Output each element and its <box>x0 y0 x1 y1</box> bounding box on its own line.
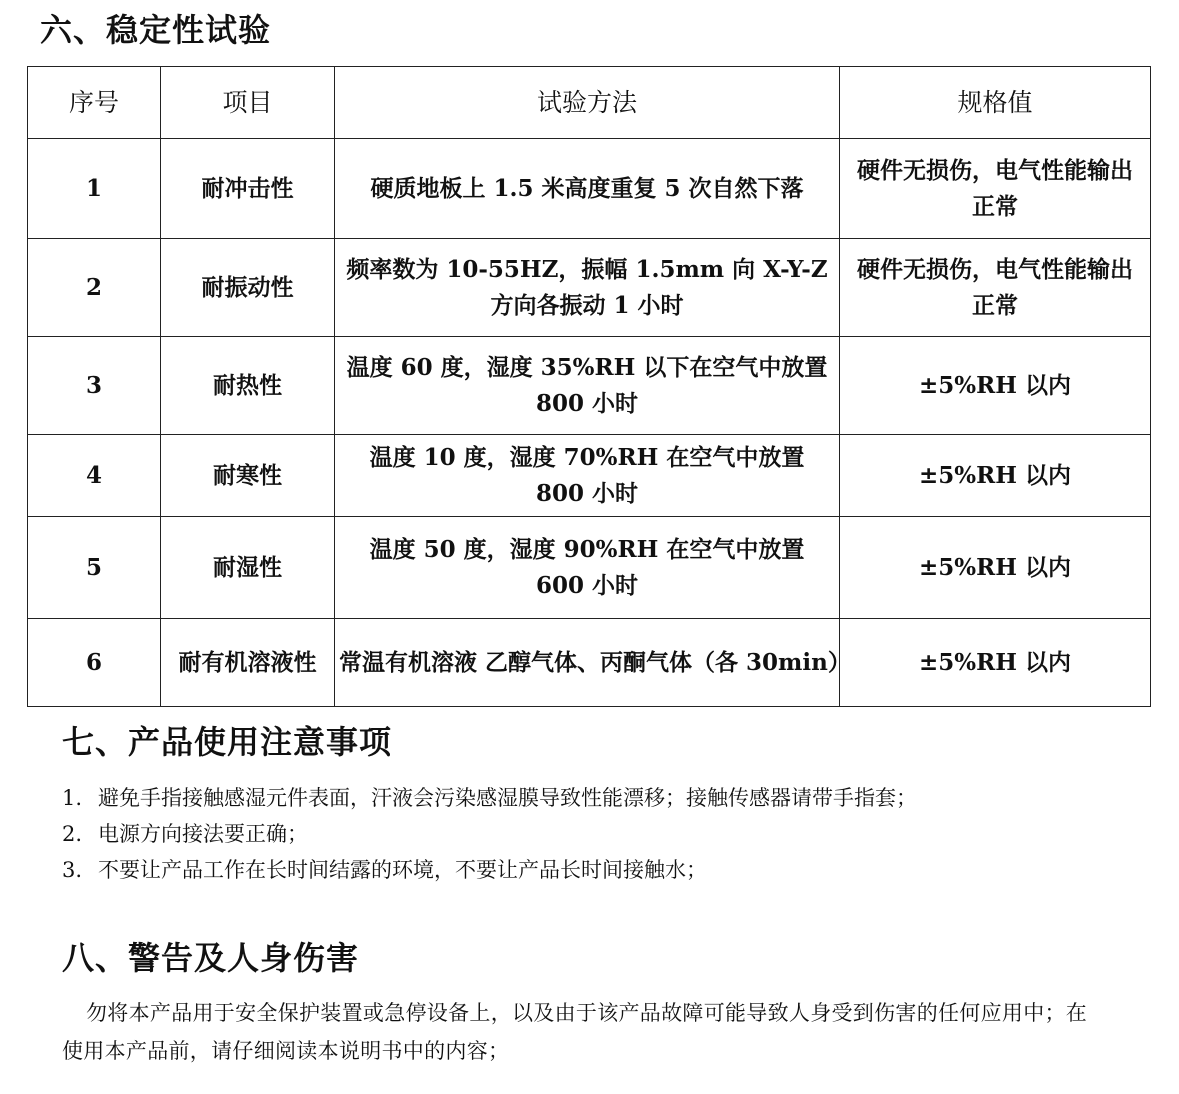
row-spec: 硬件无损伤，电气性能输出正常 <box>840 239 1151 337</box>
row-no: 3 <box>28 337 161 435</box>
row-no: 1 <box>28 139 161 239</box>
header-no: 序号 <box>28 67 161 139</box>
header-item: 项目 <box>161 67 335 139</box>
list-item-text: 不要让产品工作在长时间结露的环境，不要让产品长时间接触水； <box>98 858 707 882</box>
row-spec: ±5%RH 以内 <box>840 337 1151 435</box>
warning-paragraph: 勿将本产品用于安全保护装置或急停设备上，以及由于该产品故障可能导致人身受到伤害的任何应用中；在使用本产品前，请仔细阅读本说明书中的内容； <box>62 1001 1088 1063</box>
row-no: 5 <box>28 517 161 619</box>
header-method: 试验方法 <box>335 67 840 139</box>
row-item: 耐有机溶液性 <box>161 619 335 707</box>
header-spec: 规格值 <box>840 67 1151 139</box>
row-method: 硬质地板上 1.5 米高度重复 5 次自然下落 <box>335 139 840 239</box>
table-row <box>28 239 1151 337</box>
row-no: 4 <box>28 435 161 517</box>
list-item-text: 电源方向接法要正确； <box>98 822 308 846</box>
row-no: 2 <box>28 239 161 337</box>
list-item-number: 3. <box>62 858 83 882</box>
row-item: 耐寒性 <box>161 435 335 517</box>
list-item <box>62 816 917 852</box>
row-spec: ±5%RH 以内 <box>840 619 1151 707</box>
row-item: 耐热性 <box>161 337 335 435</box>
table-row <box>28 337 1151 435</box>
row-method: 温度 50 度，湿度 90%RH 在空气中放置 600 小时 <box>335 517 840 619</box>
row-method: 温度 60 度，湿度 35%RH 以下在空气中放置 800 小时 <box>335 337 840 435</box>
stability-test-table <box>27 66 1151 707</box>
row-method: 温度 10 度，湿度 70%RH 在空气中放置 800 小时 <box>335 435 840 517</box>
usage-notes-list <box>62 780 917 888</box>
table-row <box>28 517 1151 619</box>
row-method: 常温有机溶液 乙醇气体、丙酮气体（各 30min） <box>335 619 840 707</box>
list-item-number: 1. <box>62 786 83 810</box>
row-spec: ±5%RH 以内 <box>840 435 1151 517</box>
row-item: 耐振动性 <box>161 239 335 337</box>
list-item <box>62 852 917 888</box>
row-item: 耐冲击性 <box>161 139 335 239</box>
row-item: 耐湿性 <box>161 517 335 619</box>
row-no: 6 <box>28 619 161 707</box>
section-6-title: 六、稳定性试验 <box>40 11 272 49</box>
table-header-row <box>28 67 1151 139</box>
row-spec: ±5%RH 以内 <box>840 517 1151 619</box>
row-method: 频率数为 10-55HZ，振幅 1.5mm 向 X-Y-Z 方向各振动 1 小时 <box>335 239 840 337</box>
section-7-title: 七、产品使用注意事项 <box>62 723 393 761</box>
row-spec: 硬件无损伤，电气性能输出正常 <box>840 139 1151 239</box>
table-row <box>28 139 1151 239</box>
list-item-text: 避免手指接触感湿元件表面，汗液会污染感湿膜导致性能漂移；接触传感器请带手指套； <box>98 786 917 810</box>
section-8-title: 八、警告及人身伤害 <box>62 939 360 977</box>
list-item-number: 2. <box>62 822 83 846</box>
table-row <box>28 619 1151 707</box>
list-item <box>62 780 917 816</box>
table-row <box>28 435 1151 517</box>
